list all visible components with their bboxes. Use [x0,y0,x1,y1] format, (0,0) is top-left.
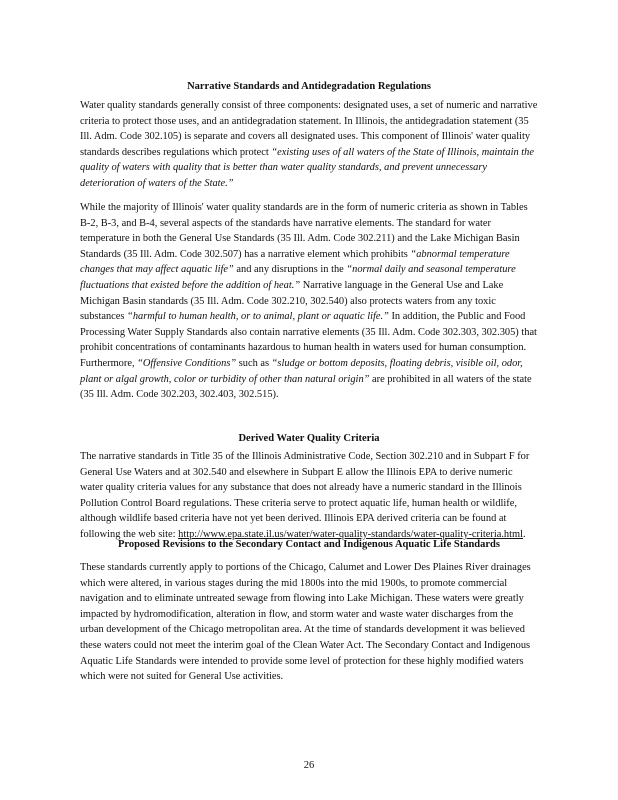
quoted-text: “abnormal temperature changes that may affect aquatic life” [80,248,510,276]
quoted-text: “sludge or bottom deposits, floating debris, visible oil, odor, plant or algal growth, color or turbidity of other than natural origin” [80,357,523,385]
page-number: 26 [303,760,315,771]
paragraph-text: Water quality standards generally consist of three components: designated uses, a set of numeric and narrative criteria to protect those uses, and an antidegradation statement. In Illinois, the antidegradation statement (35 Ill. Adm. Code 302.105) is separate and covers all designated uses. This component of Illinois' water quality standards describes regulations which protect [80,100,538,158]
paragraph-text: such as [236,357,272,369]
paragraph-text: . [522,528,526,540]
paragraph-text: The narrative standards in Title 35 of the Illinois Administrative Code, Section 302.210 and in Subpart F for General Use Waters and at 302.540 and elsewhere in Subpart E allow the Illinois EPA to derive numeric water quality criteria values for any substance that does not already have a numeric standard in the Illinois Pollution Control Board regulations. These criteria serve to protect aquatic life, human health or wildlife, although wildlife based criteria have not yet been derived. Illinois EPA derived criteria can be found at following the web site: [80,451,530,540]
paragraph-text: Narrative language in the General Use and Lake Michigan Basin standards (35 Ill. Adm. Code 302.210, 302.540) also protects waters from any toxic substances [80,279,504,323]
paragraph-derived-criteria [80,449,538,543]
paragraph-narrative-elements [80,200,538,403]
paragraph-water-quality-standards [80,98,538,192]
criteria-web-link[interactable]: http://www.epa.state.il.us/water/water-quality-standards/water-quality-criteria.html [178,528,523,540]
paragraph-text: and any disruptions in the [233,264,347,276]
paragraph-text: In addition, the Public and Food Processing Water Supply Standards also contain narrative elements (35 Ill. Adm. Code 302.303, 302.305) that prohibit concentrations of contaminants hazardous to human health in waters used for human consumption. Furthermore, [80,311,537,369]
section-heading-proposed-revisions: Proposed Revisions to the Secondary Contact and Indigenous Aquatic Life Standards [118,539,500,550]
paragraph-text: While the majority of Illinois' water quality standards are in the form of numeric criteria as shown in Tables B-2, B-3, and B-4, several aspects of the standards have narrative elements. The standard for water temperature in both the General Use Standards (35 Ill. Adm. Code 302.211) and the Lake Michigan Basin Standards (35 Ill. Adm. Code 302.507) has a narrative element which prohibits [80,202,528,260]
quoted-text: “Offensive Conditions” [137,357,237,369]
quoted-text: “normal daily and seasonal temperature fluctuations that existed before the addition of heat.” [80,264,516,291]
quoted-text: “harmful to human health, or to animal, plant or aquatic life.” [127,311,389,323]
paragraph-text: are prohibited in all waters of the state (35 Ill. Adm. Code 302.203, 302.403, 302.515). [80,373,532,401]
quoted-antidegradation-text: “existing uses of all waters of the State of Illinois, maintain the quality of waters with quality that is better than water quality standards, and prevent unnecessary deterioration of waters of the State.” [80,146,534,189]
paragraph-secondary-contact: These standards currently apply to portions of the Chicago, Calumet and Lower Des Plaines River drainages which were altered, in various stages during the mid 1800s into the mid 1900s, to promote commercial navigation and to eliminate untreated sewage from flowing into Lake Michigan. These waters were greatly impacted by hydromodification, alteration in flow, and storm water and waste water discharges from the urban development of the Chicago metropolitan area. At the time of standards development it was believed these waters could not meet the interim goal of the Clean Water Act. The Secondary Contact and Indigenous Aquatic Life Standards were intended to provide some level of protection for these highly modified waters which were not suited for General Use activities. [80,562,531,683]
section-heading-narrative-standards: Narrative Standards and Antidegradation Regulations [187,81,431,92]
section-heading-derived-criteria: Derived Water Quality Criteria [238,433,380,444]
